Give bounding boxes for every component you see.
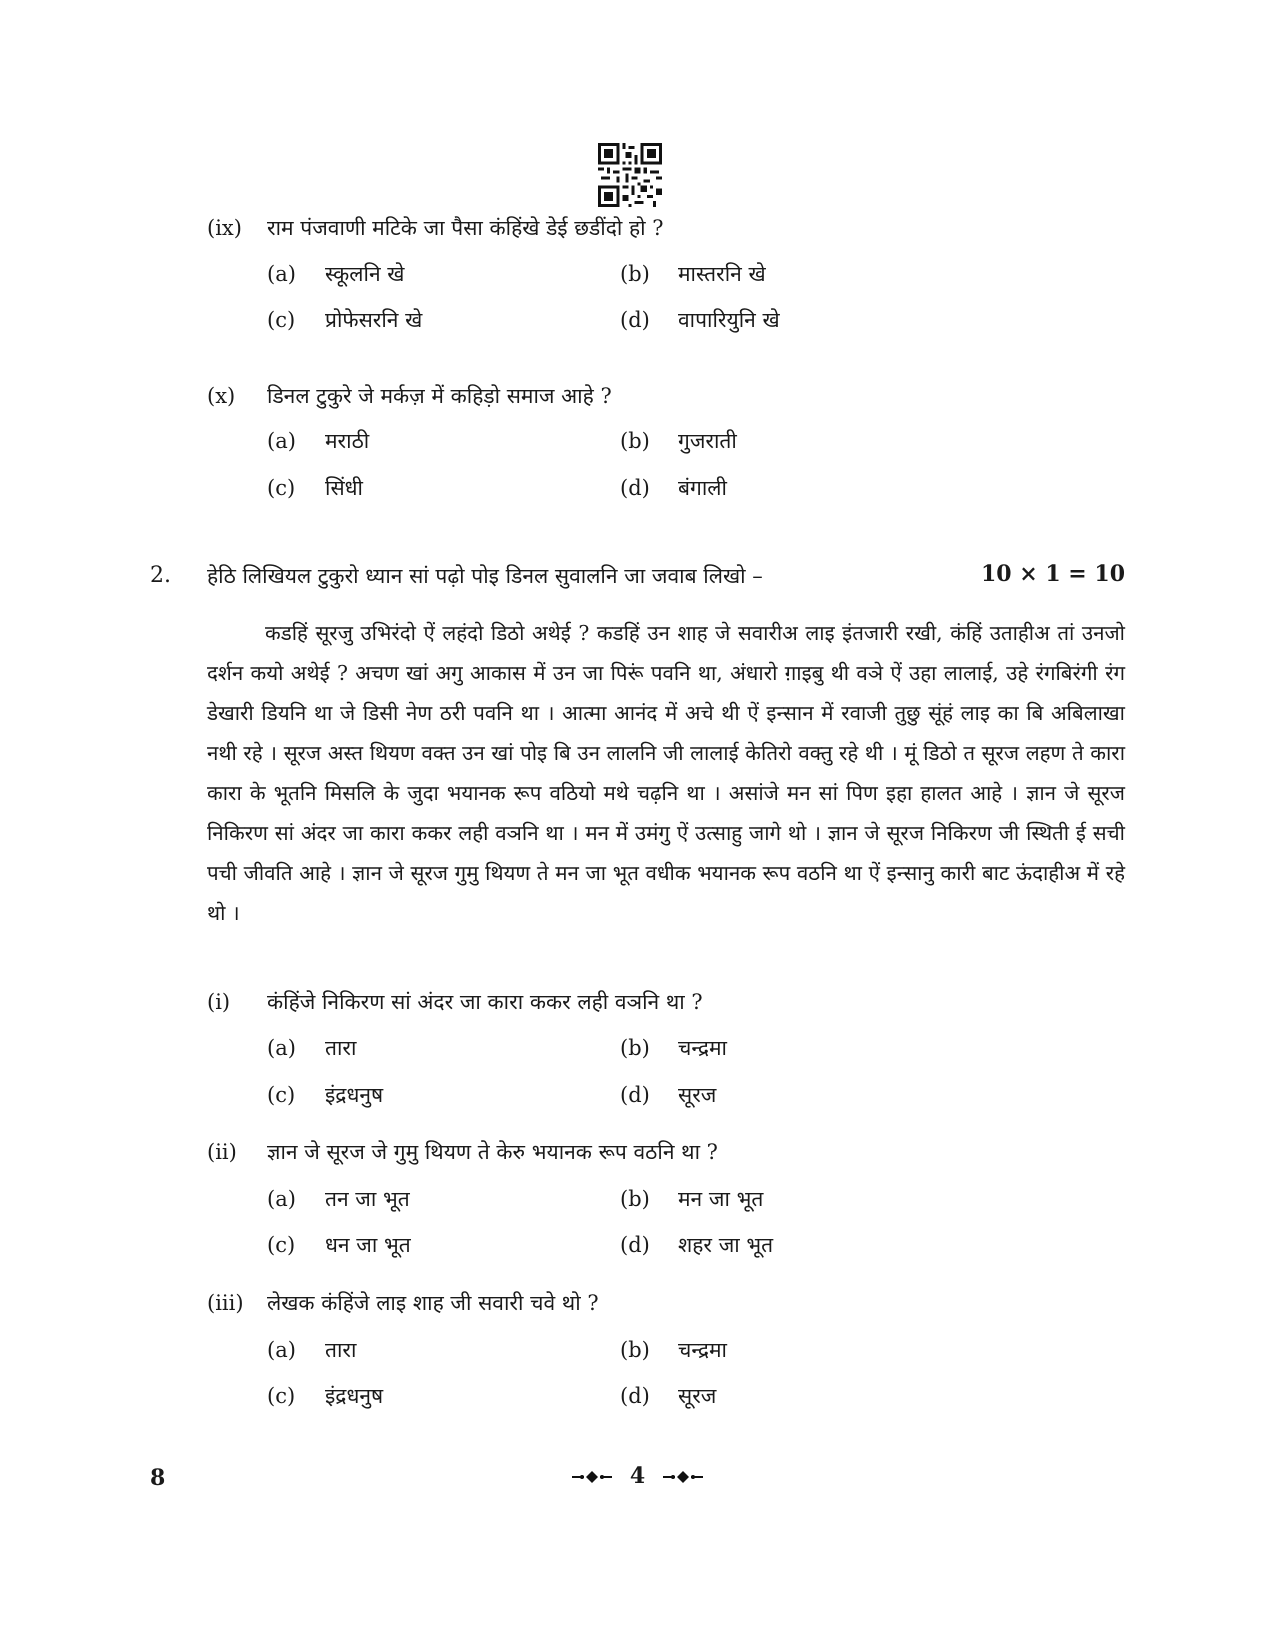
option-c xyxy=(267,1230,411,1260)
option-label: (c) xyxy=(267,308,296,332)
option-label: (b) xyxy=(620,429,650,453)
reading-passage: कडहिं सूरजु उभिरंदो ऐं लहंदो डिठो अथेई ? कडहिं उन शाह जे सवारीअ लाइ इंतजारी रखी, कंहिं उताहीअ तां उनजो दर्शन कयो अथेई ? अचण खां अगु आकास में उन जा पिरूं पवनि था, अंधारो ग़ाइबु थी वञे ऐं उहा लालाई, उहे रंगबिरंगी रंग डेखारी डियनि था जे डिसी नेण ठरी पवनि था । आत्मा आनंद में अचे थी ऐं इन्सान में रवाजी तुछु सूंहं लाइ का बि अबिलाखा नथी रहे । सूरज अस्त थियण वक्त उन खां पोइ बि उन लालनि जी लालाई केतिरो वक्तु रहे थी । मूं डिठो त सूरज लहण ते कारा कारा के भूतनि मिसलि के जुदा भयानक रूप वठियो मथे चढ़नि था । असांजे मन सां पिण इहा हालत आहे । ज्ञान जे सूरज निकिरण सां अंदर जा कारा ककर लही वञनि था । मन में उमंगु ऐं उत्साहु जागे थो । ज्ञान जे सूरज निकिरण जी स्थिती ई सची पची जीवति आहे । ज्ञान जे सूरज गुमु थियण ते मन जा भूत वधीक भयानक रूप वठनि था ऐं इन्सानु कारी बाट ऊंदाहीअ में रहे थो । xyxy=(207,621,1125,925)
question-ii xyxy=(207,1137,718,1167)
option-label: (b) xyxy=(620,1338,650,1362)
option-label: (a) xyxy=(267,1338,296,1362)
option-text: स्कूलनि खे xyxy=(325,262,405,286)
option-label: (c) xyxy=(267,1233,296,1257)
option-label: (c) xyxy=(267,476,296,500)
question-text: कंहिंजे निकिरण सां अंदर जा कारा ककर लही वञनि था ? xyxy=(267,990,703,1014)
qr-code-icon xyxy=(598,143,662,207)
option-b xyxy=(620,426,737,456)
option-d xyxy=(620,1230,773,1260)
question-text: लेखक कंहिंजे लाइ शाह जी सवारी चवे थो ? xyxy=(267,1291,599,1315)
question-number: (i) xyxy=(207,990,231,1014)
question-number: (ii) xyxy=(207,1140,237,1164)
question-ix xyxy=(207,213,663,243)
option-text: शहर जा भूत xyxy=(678,1233,774,1257)
option-label: (a) xyxy=(267,1187,296,1211)
option-a xyxy=(267,259,404,289)
option-text: बंगाली xyxy=(678,476,727,500)
question-number: (iii) xyxy=(207,1291,244,1315)
option-label: (d) xyxy=(620,1233,650,1257)
option-text: सिंधी xyxy=(325,476,363,500)
ornament-right-icon xyxy=(661,1470,705,1484)
option-text: तारा xyxy=(325,1036,357,1060)
page-number: 4 xyxy=(629,1463,646,1489)
option-label: (a) xyxy=(267,429,296,453)
option-text: वापारियुनि खे xyxy=(678,308,780,332)
option-text: मास्तरनि खे xyxy=(678,262,766,286)
option-c xyxy=(267,305,422,335)
option-d xyxy=(620,1080,716,1110)
option-c xyxy=(267,1080,383,1110)
option-b xyxy=(620,259,766,289)
question-x xyxy=(207,381,612,411)
option-b xyxy=(620,1184,763,1214)
option-text: प्रोफेसरनि खे xyxy=(325,308,423,332)
option-label: (b) xyxy=(620,1036,650,1060)
option-text: तारा xyxy=(325,1338,357,1362)
option-label: (a) xyxy=(267,1036,296,1060)
option-text: सूरज xyxy=(678,1083,717,1107)
option-d xyxy=(620,473,727,503)
section-marks: 10 × 1 = 10 xyxy=(980,561,1125,587)
question-text: राम पंजवाणी मटिके जा पैसा कंहिंखे डेई छडींदो हो ? xyxy=(267,216,664,240)
option-text: गुजराती xyxy=(678,429,737,453)
option-label: (b) xyxy=(620,262,650,286)
paper-code: 8 xyxy=(150,1465,166,1491)
page-footer xyxy=(0,1463,1275,1489)
option-b xyxy=(620,1335,727,1365)
option-c xyxy=(267,473,363,503)
option-d xyxy=(620,1381,716,1411)
question-number: (ix) xyxy=(207,216,242,240)
option-label: (a) xyxy=(267,262,296,286)
ornament-left-icon xyxy=(570,1470,614,1484)
option-label: (c) xyxy=(267,1083,296,1107)
option-label: (b) xyxy=(620,1187,650,1211)
option-text: मराठी xyxy=(325,429,370,453)
question-iii xyxy=(207,1288,599,1318)
option-a xyxy=(267,1184,410,1214)
option-text: धन जा भूत xyxy=(325,1233,411,1257)
section-instruction: हेठि लिखियल टुकुरो ध्यान सां पढ़ो पोइ डिनल सुवालनि जा जवाब लिखो – xyxy=(207,564,763,588)
option-label: (d) xyxy=(620,1384,650,1408)
question-i xyxy=(207,987,703,1017)
option-text: चन्द्रमा xyxy=(678,1338,727,1362)
option-a xyxy=(267,1033,356,1063)
option-a xyxy=(267,426,369,456)
option-text: तन जा भूत xyxy=(325,1187,410,1211)
option-label: (d) xyxy=(620,1083,650,1107)
option-text: चन्द्रमा xyxy=(678,1036,727,1060)
option-label: (d) xyxy=(620,308,650,332)
option-label: (c) xyxy=(267,1384,296,1408)
option-b xyxy=(620,1033,727,1063)
option-text: सूरज xyxy=(678,1384,717,1408)
option-text: मन जा भूत xyxy=(678,1187,764,1211)
option-d xyxy=(620,305,780,335)
option-text: इंद्रधनुष xyxy=(325,1083,384,1107)
option-text: इंद्रधनुष xyxy=(325,1384,384,1408)
option-a xyxy=(267,1335,356,1365)
question-text: ज्ञान जे सूरज जे गुमु थियण ते केरु भयानक रूप वठनि था ? xyxy=(267,1140,718,1164)
option-label: (d) xyxy=(620,476,650,500)
option-c xyxy=(267,1381,383,1411)
question-text: डिनल टुकुरे जे मर्कज़ में कहिड़ो समाज आहे ? xyxy=(267,384,612,408)
section-number: 2. xyxy=(150,563,171,588)
question-number: (x) xyxy=(207,384,236,408)
